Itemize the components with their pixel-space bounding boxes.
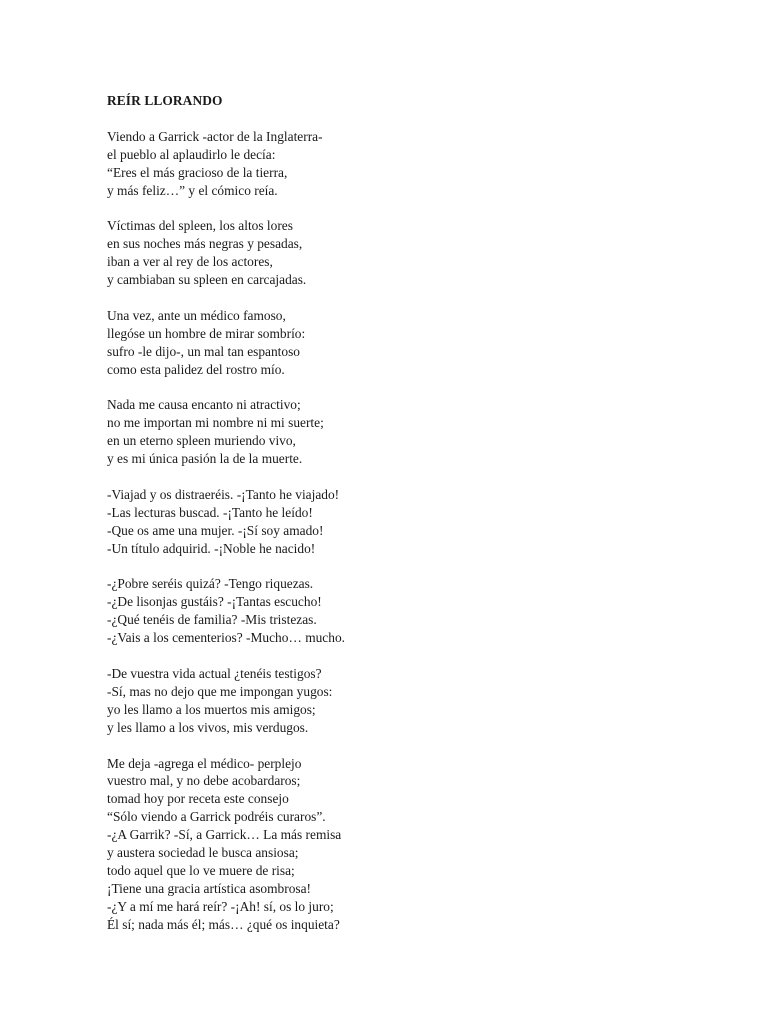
poem-line: -¿A Garrik? -Sí, a Garrick… La más remisa <box>107 827 342 843</box>
poem-title: REÍR LLORANDO <box>107 93 223 108</box>
poem-line: -Que os ame una mujer. -¡Sí soy amado! <box>107 522 324 538</box>
poem-line: no me importan mi nombre ni mi suerte; <box>107 415 324 431</box>
poem-body <box>107 128 707 934</box>
poem-line: -De vuestra vida actual ¿tenéis testigos? <box>107 666 322 681</box>
stanza <box>107 217 707 289</box>
poem-line: y más feliz…” y el cómico reía. <box>107 182 278 198</box>
poem-line: “Eres el más gracioso de la tierra, <box>107 164 288 180</box>
poem-line: -Las lecturas buscad. -¡Tanto he leído! <box>107 504 313 520</box>
poem-line: -¿Pobre seréis quizá? -Tengo riquezas. <box>107 576 314 592</box>
stanza <box>107 128 707 200</box>
poem-line: Él sí; nada más él; más… ¿qué os inquieta? <box>107 916 340 932</box>
stanza <box>107 486 707 558</box>
poem-line: como esta palidez del rostro mío. <box>107 361 285 377</box>
poem-line: Viendo a Garrick -actor de la Inglaterra- <box>107 128 323 144</box>
poem-line: ¡Tiene una gracia artística asombrosa! <box>107 880 312 896</box>
poem-line: iban a ver al rey de los actores, <box>107 254 273 270</box>
poem-line: -¿De lisonjas gustáis? -¡Tantas escucho! <box>107 594 322 610</box>
poem-line: en sus noches más negras y pesadas, <box>107 236 303 252</box>
stanza <box>107 665 707 737</box>
poem-line: -¿Y a mí me hará reír? -¡Ah! sí, os lo juro; <box>107 898 334 914</box>
poem-line: y les llamo a los vivos, mis verdugos. <box>107 719 309 735</box>
stanza <box>107 396 707 468</box>
poem-line: vuestro mal, y no debe acobardaros; <box>107 773 301 789</box>
poem-line: -Un título adquirid. -¡Noble he nacido! <box>107 540 316 556</box>
poem <box>107 92 707 951</box>
poem-line: -¿Vais a los cementerios? -Mucho… mucho. <box>107 630 345 646</box>
poem-line: “Sólo viendo a Garrick podréis curaros”. <box>107 809 326 825</box>
poem-line: llegóse un hombre de mirar sombrío: <box>107 325 306 341</box>
poem-line: Me deja -agrega el médico- perplejo <box>107 755 302 771</box>
poem-line: y cambiaban su spleen en carcajadas. <box>107 272 307 288</box>
poem-line: tomad hoy por receta este consejo <box>107 791 289 807</box>
poem-line: Víctimas del spleen, los altos lores <box>107 218 293 234</box>
poem-line: y austera sociedad le busca ansiosa; <box>107 845 299 861</box>
poem-line: -Sí, mas no dejo que me impongan yugos: <box>107 683 333 699</box>
poem-line: en un eterno spleen muriendo vivo, <box>107 433 296 449</box>
poem-line: y es mi única pasión la de la muerte. <box>107 451 303 467</box>
poem-line: -¿Qué tenéis de familia? -Mis tristezas. <box>107 612 317 628</box>
poem-line: todo aquel que lo ve muere de risa; <box>107 862 295 878</box>
stanza <box>107 575 707 647</box>
stanza <box>107 755 707 934</box>
poem-line: yo les llamo a los muertos mis amigos; <box>107 701 316 717</box>
poem-line: Nada me causa encanto ni atractivo; <box>107 397 301 413</box>
poem-line: sufro -le dijo-, un mal tan espantoso <box>107 343 301 359</box>
poem-line: el pueblo al aplaudirlo le decía: <box>107 146 276 162</box>
poem-line: Una vez, ante un médico famoso, <box>107 307 286 323</box>
poem-line: -Viajad y os distraeréis. -¡Tanto he viajado! <box>107 486 340 502</box>
stanza <box>107 307 707 379</box>
